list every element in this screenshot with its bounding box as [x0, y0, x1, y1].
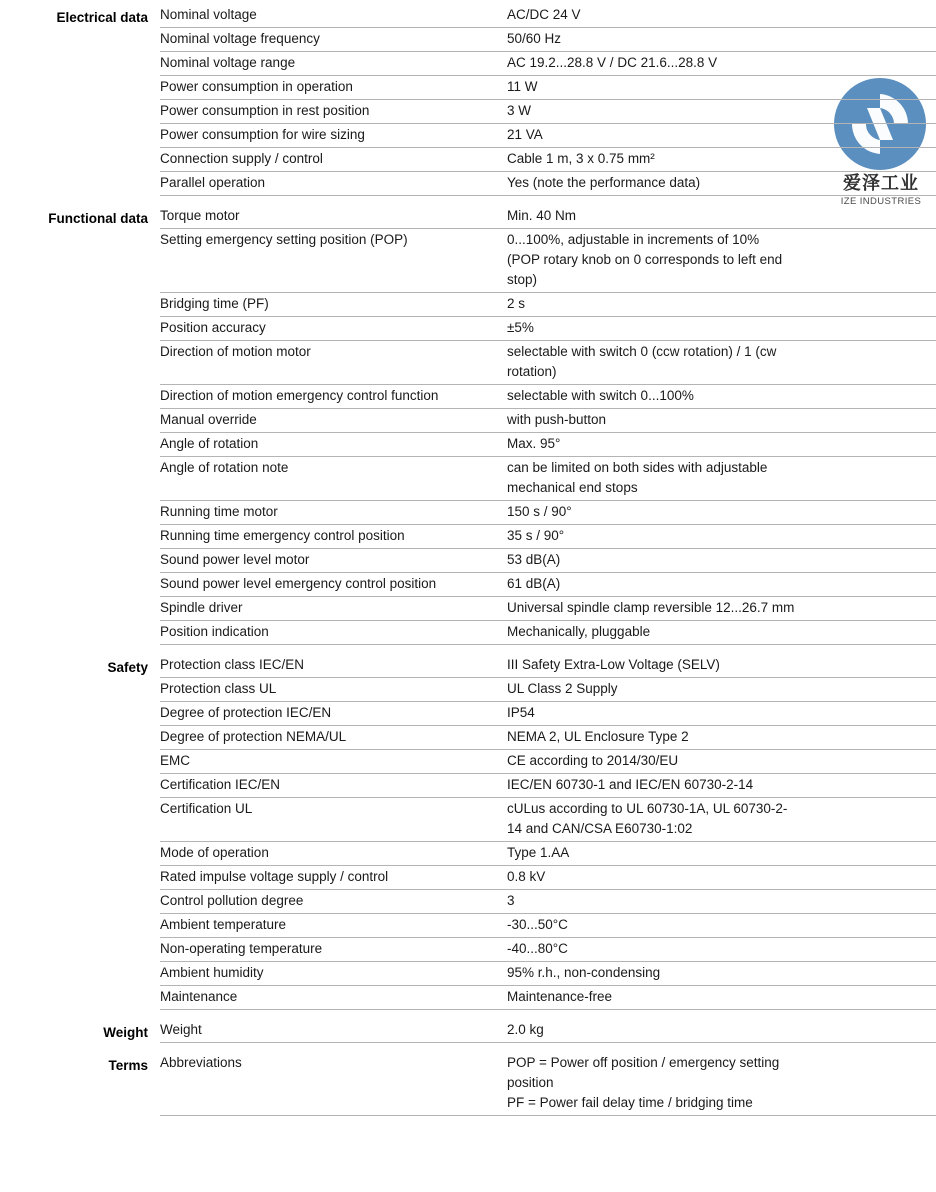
table-row-cells: [160, 148, 936, 172]
table-row: [0, 28, 936, 52]
table-row: [0, 385, 936, 409]
parameter-label: Position indication: [160, 624, 269, 639]
table-row: [0, 525, 936, 549]
parameter-value: [507, 986, 936, 1009]
parameter-label: Degree of protection IEC/EN: [160, 705, 332, 720]
parameter-value-line: IP54: [507, 705, 535, 720]
parameter-value: [507, 1052, 936, 1115]
parameter-value-line: Cable 1 m, 3 x 0.75 mm²: [507, 151, 655, 166]
parameter-value: [507, 890, 936, 913]
parameter-value: [507, 293, 936, 316]
parameter-value-line: position: [507, 1075, 554, 1090]
parameter-value-line: Yes (note the performance data): [507, 175, 701, 190]
table-row-cells: [160, 317, 936, 341]
parameter-label: Sound power level motor: [160, 552, 310, 567]
table-row: [0, 433, 936, 457]
parameter-value: [507, 842, 936, 865]
section-title-spacer: [0, 525, 160, 528]
parameter-value-line: ±5%: [507, 320, 534, 335]
section-title-spacer: [0, 962, 160, 965]
parameter-label: Certification IEC/EN: [160, 777, 281, 792]
parameter-value-line: 21 VA: [507, 127, 543, 142]
parameter-value-line: 0...100%, adjustable in increments of 10%: [507, 232, 760, 247]
table-row-cells: [160, 4, 936, 28]
table-row: [0, 842, 936, 866]
parameter-value-line: Min. 40 Nm: [507, 208, 577, 223]
table-row-cells: [160, 525, 936, 549]
table-row: [0, 938, 936, 962]
parameter-label: Direction of motion motor: [160, 344, 311, 359]
parameter-value-line: Max. 95°: [507, 436, 561, 451]
parameter-value: [507, 914, 936, 937]
parameter-value: [507, 702, 936, 725]
table-row-cells: [160, 385, 936, 409]
table-row: [0, 1052, 936, 1116]
parameter-value: [507, 573, 936, 596]
parameter-value: [507, 654, 936, 677]
parameter-label: Running time motor: [160, 504, 278, 519]
parameter-label: Nominal voltage: [160, 7, 257, 22]
table-row-cells: [160, 842, 936, 866]
section-title-spacer: [0, 385, 160, 388]
watermark-english-name: IZE INDUSTRIES: [840, 196, 922, 207]
parameter-value-line: POP = Power off position / emergency setting: [507, 1055, 780, 1070]
table-row-cells: [160, 726, 936, 750]
table-row: [0, 148, 936, 172]
table-row-cells: [160, 986, 936, 1010]
table-row: [0, 501, 936, 525]
parameter-label: Angle of rotation note: [160, 460, 289, 475]
table-row-cells: [160, 678, 936, 702]
parameter-label: Protection class IEC/EN: [160, 657, 305, 672]
parameter-label: Ambient temperature: [160, 917, 287, 932]
table-row-cells: [160, 621, 936, 645]
parameter-value: [507, 100, 936, 123]
parameter-value-line: Maintenance-free: [507, 989, 613, 1004]
table-row-cells: [160, 549, 936, 573]
parameter-value-line: AC/DC 24 V: [507, 7, 581, 22]
parameter-label: Protection class UL: [160, 681, 277, 696]
table-row: [0, 52, 936, 76]
section-title-spacer: [0, 938, 160, 941]
parameter-value: [507, 172, 936, 195]
parameter-value-line: with push-button: [507, 412, 607, 427]
parameter-label: Power consumption in rest position: [160, 103, 370, 118]
table-row: [0, 914, 936, 938]
table-row-cells: [160, 962, 936, 986]
table-row: [0, 621, 936, 645]
parameter-value-line: mechanical end stops: [507, 480, 638, 495]
section-title-spacer: [0, 409, 160, 412]
section-title-spacer: [0, 124, 160, 127]
parameter-value-line: 35 s / 90°: [507, 528, 565, 543]
parameter-value-line: 53 dB(A): [507, 552, 561, 567]
table-row: [0, 702, 936, 726]
parameter-label: Mode of operation: [160, 845, 269, 860]
section-title-spacer: [0, 842, 160, 845]
table-row-cells: [160, 409, 936, 433]
parameter-value-line: 95% r.h., non-condensing: [507, 965, 661, 980]
table-row: [0, 573, 936, 597]
parameter-value: [507, 28, 936, 51]
parameter-value: [507, 433, 936, 456]
section-title: Safety: [107, 660, 148, 675]
parameter-value-line: 0.8 kV: [507, 869, 546, 884]
parameter-value-line: UL Class 2 Supply: [507, 681, 618, 696]
parameter-value-line: 3: [507, 893, 515, 908]
section-title-spacer: [0, 549, 160, 552]
parameter-value: [507, 798, 936, 841]
table-row-cells: [160, 573, 936, 597]
parameter-label: Degree of protection NEMA/UL: [160, 729, 347, 744]
table-row-cells: [160, 774, 936, 798]
table-row-cells: [160, 293, 936, 317]
parameter-value: [507, 457, 936, 500]
parameter-value: [507, 774, 936, 797]
parameter-label: Non-operating temperature: [160, 941, 323, 956]
parameter-value: [507, 525, 936, 548]
parameter-value-line: PF = Power fail delay time / bridging time: [507, 1095, 753, 1110]
parameter-label: Angle of rotation: [160, 436, 259, 451]
parameter-value-line: 50/60 Hz: [507, 31, 562, 46]
parameter-label: Direction of motion emergency control function: [160, 388, 439, 403]
table-row: [0, 962, 936, 986]
table-row: [0, 4, 936, 28]
parameter-value: [507, 962, 936, 985]
parameter-label: Maintenance: [160, 989, 238, 1004]
section-title-spacer: [0, 341, 160, 344]
table-row-cells: [160, 1052, 936, 1116]
table-row-cells: [160, 28, 936, 52]
table-row-cells: [160, 172, 936, 196]
section-title: Functional data: [48, 211, 148, 226]
table-row-cells: [160, 938, 936, 962]
parameter-value-line: -40...80°C: [507, 941, 568, 956]
parameter-label: Ambient humidity: [160, 965, 264, 980]
table-row-cells: [160, 100, 936, 124]
table-row: [0, 798, 936, 842]
table-row-cells: [160, 597, 936, 621]
table-row: [0, 597, 936, 621]
table-row-cells: [160, 914, 936, 938]
parameter-value: [507, 1019, 936, 1042]
parameter-value: [507, 678, 936, 701]
table-row: [0, 549, 936, 573]
parameter-label: Control pollution degree: [160, 893, 304, 908]
section-title-spacer: [0, 172, 160, 175]
parameter-label: Running time emergency control position: [160, 528, 405, 543]
parameter-value-line: cULus according to UL 60730-1A, UL 60730-2-: [507, 801, 788, 816]
parameter-label: Manual override: [160, 412, 257, 427]
parameter-label: Nominal voltage frequency: [160, 31, 320, 46]
parameter-value-line: 11 W: [507, 79, 538, 94]
parameter-value-line: CE according to 2014/30/EU: [507, 753, 679, 768]
parameter-value: [507, 124, 936, 147]
section-title-spacer: [0, 457, 160, 460]
parameter-label: Power consumption for wire sizing: [160, 127, 365, 142]
section-title-spacer: [0, 750, 160, 753]
parameter-label: Weight: [160, 1022, 202, 1037]
parameter-value-line: 2.0 kg: [507, 1022, 544, 1037]
section-title-spacer: [0, 774, 160, 777]
parameter-value: [507, 76, 936, 99]
parameter-value-line: III Safety Extra-Low Voltage (SELV): [507, 657, 720, 672]
section-title-spacer: [0, 100, 160, 103]
parameter-value-line: NEMA 2, UL Enclosure Type 2: [507, 729, 689, 744]
section-title-spacer: [0, 573, 160, 576]
parameter-value: [507, 229, 936, 292]
parameter-value: [507, 726, 936, 749]
parameter-label: Setting emergency setting position (POP): [160, 232, 408, 247]
table-row: [0, 890, 936, 914]
section-title-spacer: [0, 148, 160, 151]
parameter-value: [507, 341, 936, 384]
parameter-value: [507, 409, 936, 432]
table-row: [0, 1019, 936, 1043]
table-row: [0, 866, 936, 890]
parameter-label: Parallel operation: [160, 175, 266, 190]
parameter-label: Rated impulse voltage supply / control: [160, 869, 389, 884]
table-row: [0, 986, 936, 1010]
parameter-value: [507, 52, 936, 75]
parameter-label: Torque motor: [160, 208, 240, 223]
parameter-value-line: AC 19.2...28.8 V / DC 21.6...28.8 V: [507, 55, 718, 70]
parameter-label: Spindle driver: [160, 600, 243, 615]
section-title-spacer: [0, 702, 160, 705]
section-title-spacer: [0, 798, 160, 801]
parameter-value-line: 150 s / 90°: [507, 504, 572, 519]
section-title-spacer: [0, 28, 160, 31]
table-row: [0, 100, 936, 124]
table-row: [0, 341, 936, 385]
parameter-value-line: Universal spindle clamp reversible 12...26.7 mm: [507, 600, 795, 615]
section-title: Terms: [108, 1058, 148, 1073]
table-row: [0, 457, 936, 501]
parameter-value-line: stop): [507, 272, 538, 287]
section-title-spacer: [0, 317, 160, 320]
table-row-cells: [160, 654, 936, 678]
section-title-spacer: [0, 76, 160, 79]
table-row-cells: [160, 76, 936, 100]
parameter-value: [507, 148, 936, 171]
section-gap: [0, 645, 936, 654]
table-row-cells: [160, 1019, 936, 1043]
section-title-spacer: [0, 678, 160, 681]
table-row-cells: [160, 341, 936, 385]
parameter-value: [507, 597, 936, 620]
table-row-cells: [160, 205, 936, 229]
table-row-cells: [160, 457, 936, 501]
table-row: [0, 774, 936, 798]
parameter-value: [507, 549, 936, 572]
table-row-cells: [160, 124, 936, 148]
section-title-spacer: [0, 597, 160, 600]
section-title-spacer: [0, 890, 160, 893]
table-row: [0, 205, 936, 229]
parameter-value: [507, 4, 936, 27]
table-row: [0, 750, 936, 774]
parameter-value: [507, 385, 936, 408]
parameter-value: [507, 501, 936, 524]
section-title-spacer: [0, 433, 160, 436]
table-row-cells: [160, 866, 936, 890]
parameter-value: [507, 317, 936, 340]
section-gap: [0, 1010, 936, 1019]
section-title-spacer: [0, 986, 160, 989]
section-title-spacer: [0, 726, 160, 729]
parameter-value-line: -30...50°C: [507, 917, 568, 932]
section-title-spacer: [0, 293, 160, 296]
section-title-spacer: [0, 52, 160, 55]
table-row-cells: [160, 52, 936, 76]
parameter-value-line: IEC/EN 60730-1 and IEC/EN 60730-2-14: [507, 777, 754, 792]
parameter-value: [507, 205, 936, 228]
parameter-value: [507, 750, 936, 773]
section-title-spacer: [0, 914, 160, 917]
parameter-label: Sound power level emergency control position: [160, 576, 437, 591]
section-gap: [0, 1043, 936, 1052]
table-row: [0, 76, 936, 100]
parameter-label: Abbreviations: [160, 1055, 242, 1070]
parameter-value-line: rotation): [507, 364, 557, 379]
parameter-value-line: 14 and CAN/CSA E60730-1:02: [507, 821, 693, 836]
parameter-label: EMC: [160, 753, 190, 768]
table-row-cells: [160, 702, 936, 726]
parameter-value-line: can be limited on both sides with adjustable: [507, 460, 768, 475]
parameter-label: Connection supply / control: [160, 151, 323, 166]
parameter-value-line: selectable with switch 0...100%: [507, 388, 694, 403]
table-row: [0, 678, 936, 702]
parameter-label: Certification UL: [160, 801, 253, 816]
table-row: [0, 172, 936, 196]
section-title-spacer: [0, 229, 160, 232]
section-title-spacer: [0, 501, 160, 504]
table-row-cells: [160, 750, 936, 774]
parameter-value-line: 2 s: [507, 296, 526, 311]
table-row: [0, 409, 936, 433]
parameter-label: Position accuracy: [160, 320, 266, 335]
parameter-value: [507, 866, 936, 889]
table-row-cells: [160, 229, 936, 293]
watermark-chinese-name: 爱泽工业: [843, 173, 919, 194]
section-title-spacer: [0, 866, 160, 869]
parameter-label: Nominal voltage range: [160, 55, 296, 70]
section-gap: [0, 196, 936, 205]
parameter-value-line: selectable with switch 0 (ccw rotation) / 1 (cw: [507, 344, 777, 359]
section-title-spacer: [0, 621, 160, 624]
parameter-value-line: 3 W: [507, 103, 532, 118]
parameter-value: [507, 938, 936, 961]
table-row-cells: [160, 433, 936, 457]
table-row: [0, 293, 936, 317]
parameter-value: [507, 621, 936, 644]
section-title: Weight: [103, 1025, 148, 1040]
table-row-cells: [160, 890, 936, 914]
parameter-value-line: 61 dB(A): [507, 576, 561, 591]
table-row: [0, 654, 936, 678]
table-row-cells: [160, 798, 936, 842]
parameter-label: Bridging time (PF): [160, 296, 269, 311]
parameter-value-line: Type 1.AA: [507, 845, 570, 860]
table-row: [0, 726, 936, 750]
table-row: [0, 124, 936, 148]
parameter-value-line: (POP rotary knob on 0 corresponds to left end: [507, 252, 783, 267]
section-title: Electrical data: [56, 10, 148, 25]
parameter-value-line: Mechanically, pluggable: [507, 624, 651, 639]
table-row: [0, 317, 936, 341]
table-row: [0, 229, 936, 293]
parameter-label: Power consumption in operation: [160, 79, 353, 94]
table-row-cells: [160, 501, 936, 525]
